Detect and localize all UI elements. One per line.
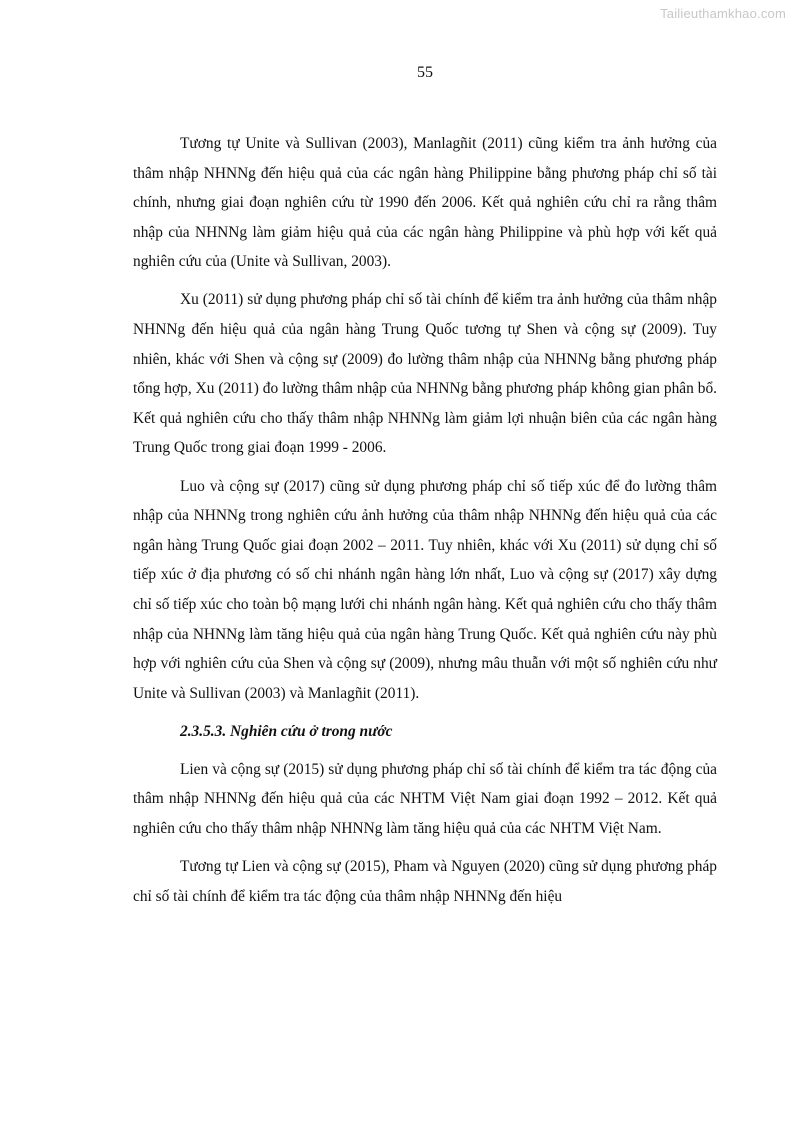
- paragraph-unite-sullivan: Tương tự Unite và Sullivan (2003), Manlagñit (2011) cũng kiểm tra ảnh hưởng của thâm nhập NHNNg đến hiệu quả của các ngân hàng Philippine bằng phương pháp chỉ số tài chính, nhưng giai đoạn nghiên cứu từ 1990 đến 2006. Kết quả nghiên cứu chỉ ra rằng thâm nhập của NHNNg làm giảm hiệu quả của các ngân hàng Philippine và phù hợp với kết quả nghiên cứu của (Unite và Sullivan, 2003).: [133, 135, 717, 271]
- paragraph-xu-2011: Xu (2011) sử dụng phương pháp chỉ số tài chính để kiểm tra ảnh hưởng của thâm nhập NHNNg đến hiệu quả của ngân hàng Trung Quốc tương tự Shen và cộng sự (2009). Tuy nhiên, khác với Shen và cộng sự (2009) đo lường thâm nhập của NHNNg bằng phương pháp tổng hợp, Xu (2011) đo lường thâm nhập của NHNNg bằng phương pháp không gian phân bổ. Kết quả nghiên cứu cho thấy thâm nhập NHNNg làm giảm lợi nhuận biên của các ngân hàng Trung Quốc trong giai đoạn 1999 - 2006.: [133, 291, 717, 457]
- watermark-text: Tailieuthamkhao.com: [660, 6, 786, 21]
- document-body: [133, 129, 717, 920]
- paragraph-luo-2017: Luo và cộng sự (2017) cũng sử dụng phương pháp chỉ số tiếp xúc để đo lường thâm nhập của NHNNg trong nghiên cứu ảnh hưởng của thâm nhập NHNNg đến hiệu quả của các ngân hàng Trung Quốc giai đoạn 2002 – 2011. Tuy nhiên, khác với Xu (2011) sử dụng chỉ số tiếp xúc ở địa phương có số chi nhánh ngân hàng lớn nhất, Luo và cộng sự (2017) xây dựng chỉ số tiếp xúc cho toàn bộ mạng lưới chi nhánh ngân hàng. Kết quả nghiên cứu cho thấy thâm nhập của NHNNg làm tăng hiệu quả của ngân hàng Trung Quốc. Kết quả nghiên cứu này phù hợp với nghiên cứu của Shen và cộng sự (2009), nhưng mâu thuẫn với một số nghiên cứu như Unite và Sullivan (2003) và Manlagñit (2011).: [133, 477, 717, 702]
- section-heading: 2.3.5.3. Nghiên cứu ở trong nước: [180, 722, 393, 740]
- paragraph-pham-nguyen-2020: Tương tự Lien và cộng sự (2015), Pham và Nguyen (2020) cũng sử dụng phương pháp chỉ số tài chính để kiểm tra tác động của thâm nhập NHNNg đến hiệu: [133, 858, 717, 905]
- paragraph-lien-2015: Lien và cộng sự (2015) sử dụng phương pháp chỉ số tài chính để kiểm tra tác động của thâm nhập NHNNg đến hiệu quả của các NHTM Việt Nam giai đoạn 1992 – 2012. Kết quả nghiên cứu cho thấy thâm nhập NHNNg làm tăng hiệu quả của các NHTM Việt Nam.: [133, 760, 717, 838]
- page-number: 55: [417, 64, 433, 81]
